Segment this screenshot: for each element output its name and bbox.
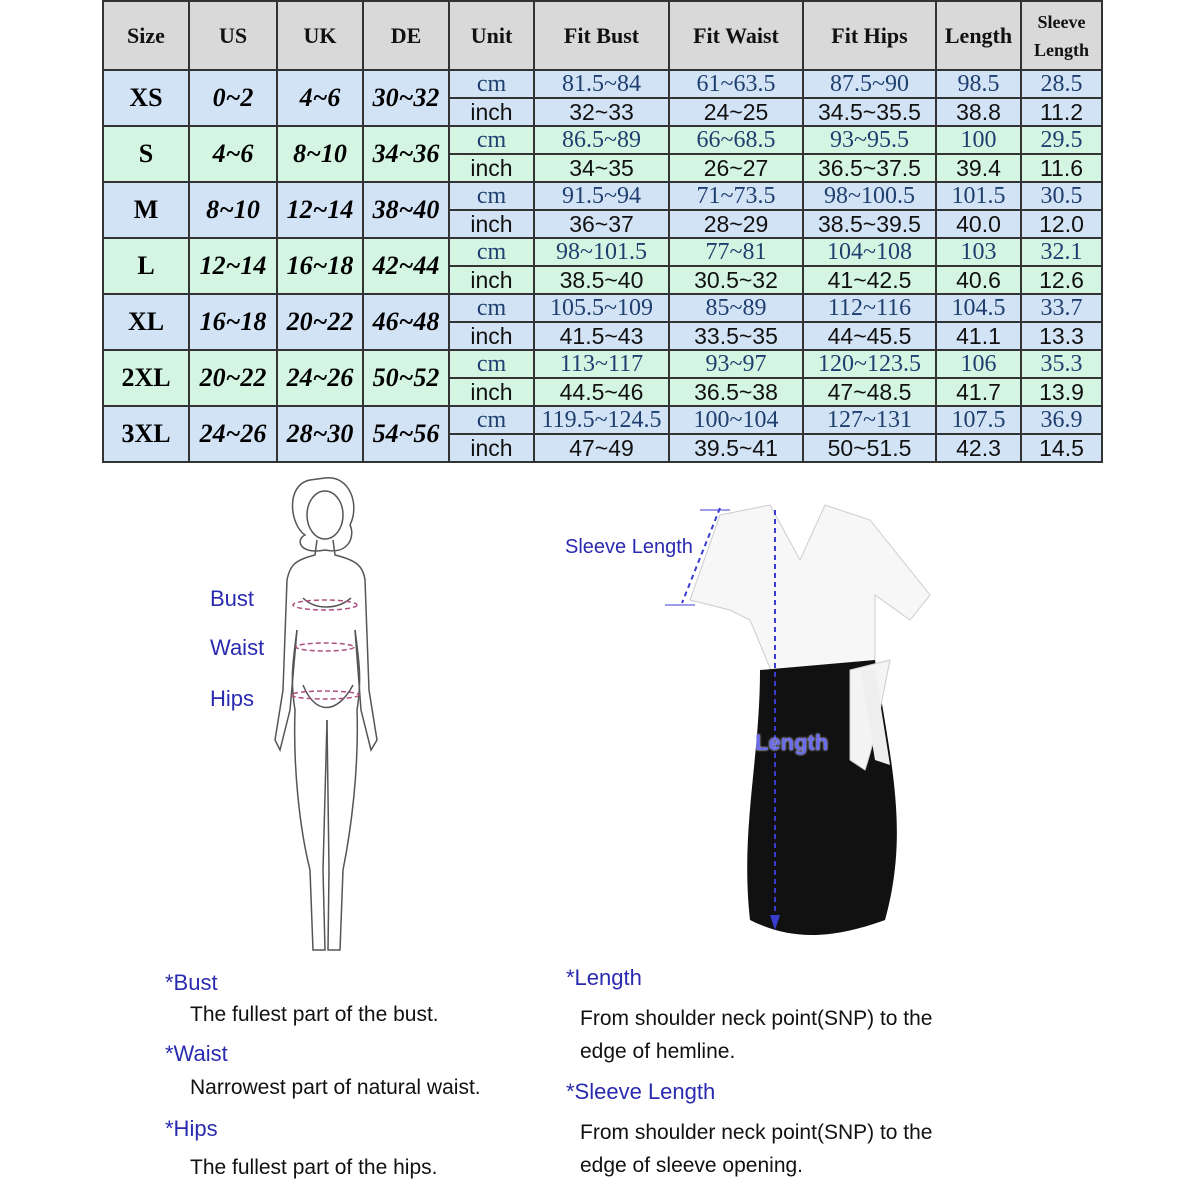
cell-cm-value: 98.5 (936, 70, 1021, 98)
table-row-cm (103, 70, 1102, 98)
cell-inch-value: 34.5~35.5 (803, 98, 936, 126)
cell-inch-value: 41.5~43 (534, 322, 669, 350)
cell-size: XS (103, 70, 189, 126)
length-def-heading: *Length (566, 965, 642, 990)
column-header: Sleeve Length (1021, 1, 1102, 70)
cell-size: S (103, 126, 189, 182)
waist-def-heading: *Waist (165, 1041, 228, 1066)
dress-illustration (660, 500, 960, 950)
cell-unit: cm (449, 70, 534, 98)
cell-cm-value: 61~63.5 (669, 70, 803, 98)
cell-inch-value: 47~49 (534, 434, 669, 462)
cell-de: 50~52 (363, 350, 449, 406)
column-header: Unit (449, 1, 534, 70)
cell-uk: 16~18 (277, 238, 363, 294)
cell-cm-value: 120~123.5 (803, 350, 936, 378)
bust-def-heading: *Bust (165, 970, 218, 995)
table-row-cm (103, 182, 1102, 210)
cell-inch-value: 12.0 (1021, 210, 1102, 238)
cell-us: 20~22 (189, 350, 277, 406)
cell-inch-value: 30.5~32 (669, 266, 803, 294)
cell-inch-value: 36~37 (534, 210, 669, 238)
cell-us: 4~6 (189, 126, 277, 182)
cell-us: 12~14 (189, 238, 277, 294)
length-def-text-1: From shoulder neck point(SNP) to the (580, 1007, 933, 1030)
cell-cm-value: 32.1 (1021, 238, 1102, 266)
cell-cm-value: 36.9 (1021, 406, 1102, 434)
cell-cm-value: 112~116 (803, 294, 936, 322)
cell-inch-value: 28~29 (669, 210, 803, 238)
cell-uk: 4~6 (277, 70, 363, 126)
cell-cm-value: 101.5 (936, 182, 1021, 210)
cell-us: 8~10 (189, 182, 277, 238)
table-row-cm (103, 350, 1102, 378)
length-def-text-2: edge of hemline. (580, 1040, 736, 1063)
cell-cm-value: 104.5 (936, 294, 1021, 322)
cell-cm-value: 107.5 (936, 406, 1021, 434)
table-row-cm (103, 238, 1102, 266)
hips-def-text: The fullest part of the hips. (190, 1156, 438, 1179)
waist-def-text: Narrowest part of natural waist. (190, 1076, 481, 1099)
cell-size: 2XL (103, 350, 189, 406)
cell-cm-value: 77~81 (669, 238, 803, 266)
cell-cm-value: 71~73.5 (669, 182, 803, 210)
column-header: UK (277, 1, 363, 70)
cell-inch-value: 32~33 (534, 98, 669, 126)
cell-inch-value: 36.5~37.5 (803, 154, 936, 182)
cell-cm-value: 66~68.5 (669, 126, 803, 154)
column-header: DE (363, 1, 449, 70)
cell-uk: 12~14 (277, 182, 363, 238)
cell-de: 42~44 (363, 238, 449, 294)
cell-uk: 28~30 (277, 406, 363, 462)
cell-cm-value: 35.3 (1021, 350, 1102, 378)
cell-inch-value: 40.0 (936, 210, 1021, 238)
cell-cm-value: 127~131 (803, 406, 936, 434)
cell-inch-value: 24~25 (669, 98, 803, 126)
cell-inch-value: 42.3 (936, 434, 1021, 462)
column-header: Fit Waist (669, 1, 803, 70)
cell-inch-value: 47~48.5 (803, 378, 936, 406)
cell-cm-value: 100~104 (669, 406, 803, 434)
sleeve-def-text-2: edge of sleeve opening. (580, 1154, 804, 1177)
cell-cm-value: 103 (936, 238, 1021, 266)
cell-cm-value: 87.5~90 (803, 70, 936, 98)
column-header: Fit Bust (534, 1, 669, 70)
cell-cm-value: 119.5~124.5 (534, 406, 669, 434)
cell-inch-value: 41.7 (936, 378, 1021, 406)
cell-cm-value: 113~117 (534, 350, 669, 378)
cell-size: XL (103, 294, 189, 350)
cell-inch-value: 38.5~40 (534, 266, 669, 294)
cell-inch-value: 26~27 (669, 154, 803, 182)
cell-inch-value: 12.6 (1021, 266, 1102, 294)
table-row-cm (103, 406, 1102, 434)
cell-cm-value: 98~101.5 (534, 238, 669, 266)
bust-label: Bust (210, 586, 255, 611)
cell-cm-value: 93~95.5 (803, 126, 936, 154)
cell-de: 38~40 (363, 182, 449, 238)
cell-unit: cm (449, 238, 534, 266)
column-header: Size (103, 1, 189, 70)
cell-us: 0~2 (189, 70, 277, 126)
table-header-row (103, 1, 1102, 70)
cell-cm-value: 29.5 (1021, 126, 1102, 154)
size-chart-table (102, 0, 1103, 463)
cell-cm-value: 33.7 (1021, 294, 1102, 322)
cell-unit: inch (449, 378, 534, 406)
cell-unit: inch (449, 210, 534, 238)
cell-cm-value: 91.5~94 (534, 182, 669, 210)
table-row-cm (103, 294, 1102, 322)
cell-inch-value: 44~45.5 (803, 322, 936, 350)
cell-inch-value: 11.6 (1021, 154, 1102, 182)
sleeve-def-heading: *Sleeve Length (566, 1079, 716, 1104)
sleeve-def-text-1: From shoulder neck point(SNP) to the (580, 1121, 933, 1144)
cell-inch-value: 40.6 (936, 266, 1021, 294)
cell-inch-value: 11.2 (1021, 98, 1102, 126)
cell-unit: inch (449, 154, 534, 182)
cell-de: 46~48 (363, 294, 449, 350)
cell-unit: cm (449, 182, 534, 210)
cell-cm-value: 81.5~84 (534, 70, 669, 98)
cell-unit: inch (449, 98, 534, 126)
cell-cm-value: 105.5~109 (534, 294, 669, 322)
cell-uk: 24~26 (277, 350, 363, 406)
cell-inch-value: 14.5 (1021, 434, 1102, 462)
cell-cm-value: 30.5 (1021, 182, 1102, 210)
cell-inch-value: 41~42.5 (803, 266, 936, 294)
sleeve-length-label: Sleeve Length (565, 536, 693, 558)
waist-label: Waist (210, 635, 265, 660)
cell-inch-value: 41.1 (936, 322, 1021, 350)
cell-unit: cm (449, 350, 534, 378)
cell-size: 3XL (103, 406, 189, 462)
cell-inch-value: 44.5~46 (534, 378, 669, 406)
body-figure-illustration (265, 470, 395, 970)
column-header: US (189, 1, 277, 70)
cell-inch-value: 38.5~39.5 (803, 210, 936, 238)
cell-unit: cm (449, 406, 534, 434)
cell-inch-value: 38.8 (936, 98, 1021, 126)
cell-cm-value: 106 (936, 350, 1021, 378)
cell-inch-value: 39.5~41 (669, 434, 803, 462)
cell-cm-value: 104~108 (803, 238, 936, 266)
cell-inch-value: 39.4 (936, 154, 1021, 182)
cell-uk: 8~10 (277, 126, 363, 182)
length-label: Length (755, 730, 829, 755)
cell-us: 16~18 (189, 294, 277, 350)
cell-unit: inch (449, 322, 534, 350)
cell-de: 54~56 (363, 406, 449, 462)
cell-size: L (103, 238, 189, 294)
cell-unit: cm (449, 126, 534, 154)
cell-inch-value: 36.5~38 (669, 378, 803, 406)
cell-unit: inch (449, 266, 534, 294)
cell-size: M (103, 182, 189, 238)
cell-inch-value: 13.3 (1021, 322, 1102, 350)
cell-inch-value: 33.5~35 (669, 322, 803, 350)
bust-def-text: The fullest part of the bust. (190, 1003, 439, 1026)
column-header: Fit Hips (803, 1, 936, 70)
cell-cm-value: 85~89 (669, 294, 803, 322)
cell-unit: inch (449, 434, 534, 462)
hips-def-heading: *Hips (165, 1116, 218, 1141)
column-header: Length (936, 1, 1021, 70)
cell-cm-value: 98~100.5 (803, 182, 936, 210)
cell-cm-value: 93~97 (669, 350, 803, 378)
cell-inch-value: 50~51.5 (803, 434, 936, 462)
table-row-cm (103, 126, 1102, 154)
cell-cm-value: 100 (936, 126, 1021, 154)
cell-de: 34~36 (363, 126, 449, 182)
cell-inch-value: 34~35 (534, 154, 669, 182)
cell-us: 24~26 (189, 406, 277, 462)
cell-de: 30~32 (363, 70, 449, 126)
hips-label: Hips (210, 686, 255, 711)
cell-inch-value: 13.9 (1021, 378, 1102, 406)
cell-uk: 20~22 (277, 294, 363, 350)
cell-unit: cm (449, 294, 534, 322)
cell-cm-value: 28.5 (1021, 70, 1102, 98)
cell-cm-value: 86.5~89 (534, 126, 669, 154)
